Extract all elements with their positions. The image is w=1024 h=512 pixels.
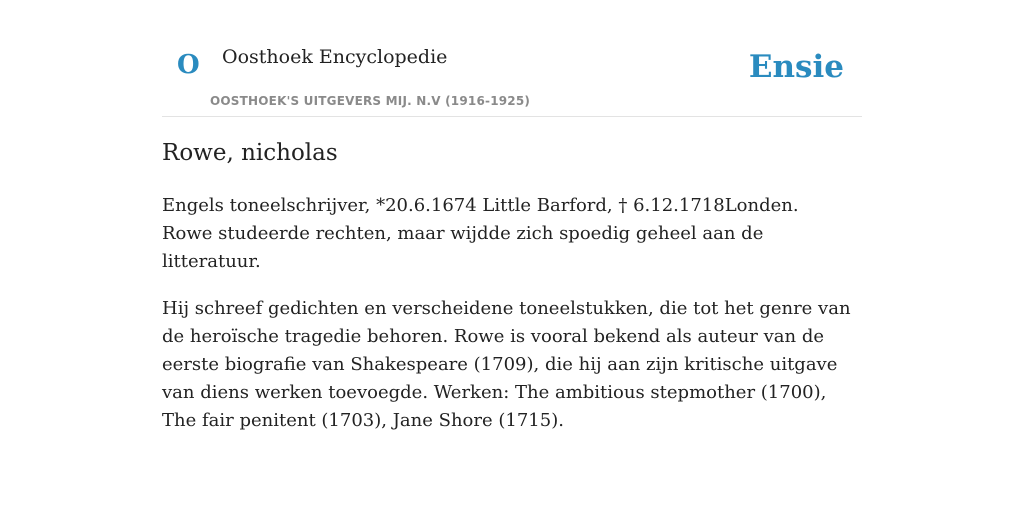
entry-paragraph: Engels toneelschrijver, *20.6.1674 Little Barford, † 6.12.1718Londen. Rowe studeerde rechten, maar wijdde zich spoedig geheel aan de litteratuur. xyxy=(162,195,799,272)
brand-logo-link[interactable]: Ensie xyxy=(748,49,844,85)
entry-title: Rowe, nicholas xyxy=(162,140,338,166)
entry-paragraph: Hij schreef gedichten en verscheidene toneelstukken, die tot het genre van de heroïsche tragedie behoren. Rowe is vooral bekend als auteur van de eerste biografie van Shakespeare (1709), die hij aan zijn kritische uitgave van diens werken toevoegde. Werken: The ambitious stepmother (1700), The fair penitent (1703), Jane Shore (1715). xyxy=(162,298,851,431)
entry-body xyxy=(162,192,852,454)
page-container xyxy=(162,0,862,431)
source-header xyxy=(162,0,862,117)
publisher-label: OOSTHOEK'S UITGEVERS MIJ. N.V (1916-1925) xyxy=(210,94,531,108)
source-title[interactable]: Oosthoek Encyclopedie xyxy=(222,46,448,68)
source-logo[interactable]: O xyxy=(177,50,200,80)
